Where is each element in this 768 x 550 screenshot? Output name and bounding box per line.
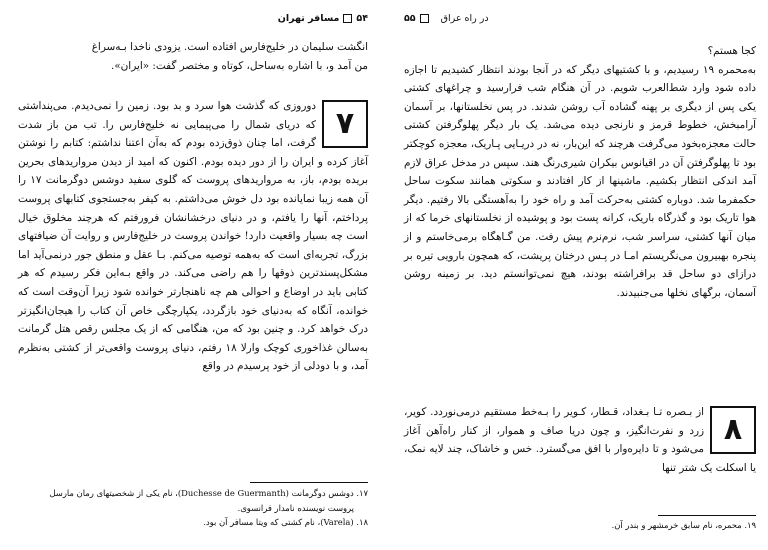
text-line: انگشت سلیمان در خلیج‌فارس افتاده است. یزودی ناخدا بـه‌سراغ — [91, 41, 368, 53]
text-line: من آمد و، با اشاره به‌ساحل، کوتاه و مختصر گفت: «ایران». — [111, 59, 368, 72]
section-number-box: ۷ — [322, 100, 368, 148]
footnote-divider — [250, 482, 368, 483]
footnote: ۱۸. (Varela)، نام کشتی که ویتا مسافر آن بود. — [203, 517, 368, 527]
section-paragraph: از بـصره تـا بـغداد، قـطار، کـویر را بـه‌خط مستقیم درمی‌نوردد. کویر، زرد و نفرت‌انگیز، و چون دریا صاف و هموار، از کنار راه‌آهن آغاز می‌شود و تا دایره‌وار با افق می‌گسترد. خس و خاشاک، چند لایه نمک، یا اسکلت یک شتر تنها — [404, 406, 756, 474]
running-title: مسافر تهران — [277, 12, 340, 24]
running-head-left — [18, 10, 368, 26]
section-8 — [404, 403, 756, 477]
section-paragraph: دوروزی که گذشت هوا سرد و بد بود. زمین را نمی‌دیدم. می‌پنداشتی که دریای شمال را می‌پیمایی نه خلیج‌فارس را. تب من باز شدت گرفت، اما چنان ذوق‌زده بودم که به‌آن اعتنا نداشتم: کتابم را نوشتن آغاز کرده و ایران را از دور دیده بودم. اکنون که امید از دیدن مرواریدهای بحرین بریده بودم، باز، به مرواریدهای پروست که گلوی سفید دوشس دوگرمانت ۱۷ را آن همه زیبا نمایانده بود دل خوش می‌داشتم. به کیفر به‌جستجوی کتابهای پروست پرداختم، آنها را یافتم، و در دنیای درخشانشان فرورفتم که هرچند مخلوق خیال است چه بسیار واقعیت دارد! خواندن پروست در خلیج‌فارس و روایت آن ضیافتهای بزرگ، تجربه‌ای است که به‌همه توصیه می‌کنم. بـا عقل و منطق جور درنمی‌آید اما مشکل‌پسندترین ذوقها را هم راضی می‌کند. در واقع بـه‌این فکر رسیدم که هر کتابی باید در اوضاع و احوالی هم چه ناهنجارتر خوانده شود زیرا آن‌وقت است که خوانده، آنگاه که به‌دنیای خود بازگردد، یکپارچگی خاص آن کتاب را هیجان‌انگیزتر درک خواهد کرد. و چنین بود که من، هنگامی که از یک مجلس رقص هتل گرمانت به‌سالن غذاخوری کوچک وارلا ۱۸ رفتم، دنیای پروست واقعی‌تر از کشتی به‌نظرم آمد، و با دودلی از خود پرسیدم در واقع — [18, 100, 368, 373]
footnote: پروست نویسنده نامدار فرانسوی. — [237, 502, 354, 513]
left-page — [18, 0, 368, 550]
page-number: ۵۴ — [356, 12, 368, 24]
right-page-text — [404, 42, 756, 302]
running-title: در راه عراق — [440, 12, 489, 24]
footnote: ۱۷. دوشس دوگرمانت (Duchesse de Guermanth)، نام یکی از شخصیتهای رمان مارسل — [49, 488, 368, 498]
section-number-box: ۸ — [710, 406, 756, 454]
square-ornament-icon — [343, 14, 352, 23]
footnotes-left — [18, 486, 368, 530]
footnotes-right — [404, 518, 756, 533]
opening-text — [18, 38, 368, 75]
body-paragraph: به‌محمره ۱۹ رسیدیم، و با کشتیهای دیگر که در آنجا بودند انتظار کشیدیم تا اجازه داده شود وارد شط‌العرب شویم. در آن هنگام شب فرارسید و چراغهای کشتی یکی پس از دیگری بر پهنه گشاده آب روشن شدند. در پس نخلستانها، بر آسمان آرامبخش، خطوط قرمز و نارنجی دیده می‌شد. یک بار دیگر پهلوگرفتن کشتی حالت معجزه‌بخود می‌گرفت هرچند که این‌بار، نه در دریـایی پـاریک، معجزه کوچکتر بود تا پهلوگرفتن آن در اقیانوس بیکران شیری‌رنگ هند. سپس در مدخل عراق لازم آمد اندکی انتظار بکشیم. ماشینها از کار افتادند و سکوتی همانند سکوت ساحل حکمفرما شد. دوباره کشتی به‌حرکت آمد و راه خود را به‌آهستگی بالا رفتیم. دیگر هوا تاریک بود و گذرگاه باریک، کرانه پست بود و پوشیده از نخلستانهای خرما که از میان آنها کشتی، سراسر شب، نرم‌نرم پیش رفت. من گـاهگاه برمی‌خاستم و از پنجره بهبیرون می‌نگریستم امـا در پـس درختان پریشت، که همچون بارویی تیره بر درازای دو ساحل قد برافراشته بودند، هیچ نمی‌توانستم دید. بر زمینه روشن آسمان، برگهای نخلها می‌جنبیدند. — [404, 63, 756, 299]
footnote: ۱۹. محمره، نام سابق خرمشهر و بندر آن. — [611, 520, 756, 530]
heading-line: کجا هستم؟ — [707, 45, 756, 57]
footnote-divider — [658, 515, 756, 516]
right-page — [404, 0, 756, 550]
section-7 — [18, 97, 368, 376]
running-head-right — [404, 10, 756, 26]
square-ornament-icon — [420, 14, 429, 23]
page-number: ۵۵ — [404, 12, 416, 24]
